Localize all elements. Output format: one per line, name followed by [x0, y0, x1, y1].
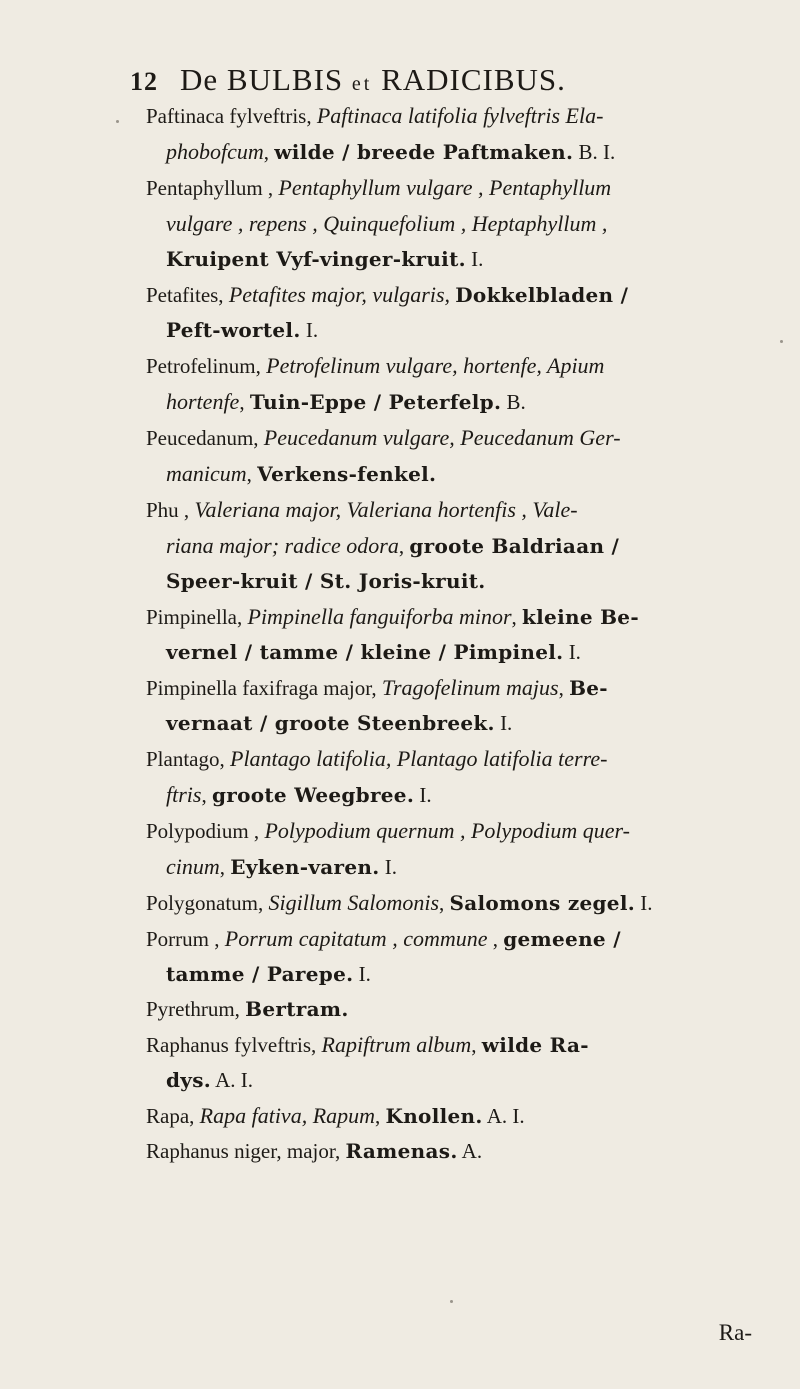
dutch-name: Salomons zegel.	[449, 891, 635, 915]
entry-text: I.	[414, 783, 432, 807]
entry-first-line	[146, 492, 796, 528]
entry-first-line	[146, 670, 796, 706]
latin-name: Tragofelinum majus	[381, 675, 559, 700]
entry-text: A. I.	[482, 1104, 525, 1128]
entry-text: ,	[375, 1104, 386, 1128]
entry-text: Petafites,	[146, 283, 229, 307]
latin-name: hortenfe	[166, 389, 240, 414]
dutch-name: Knollen.	[385, 1104, 483, 1128]
catchword: Ra-	[718, 1320, 752, 1345]
entry-text: ,	[398, 534, 410, 558]
dutch-name: vernaat / groote Steenbreek.	[166, 711, 495, 735]
entry-text: ,	[439, 891, 450, 915]
plant-entry	[146, 277, 796, 348]
plant-entry	[146, 599, 796, 670]
entry-text: ,	[201, 783, 212, 807]
paper-speck	[450, 1300, 453, 1303]
entry-text: B. I.	[573, 140, 616, 164]
entry-text: I.	[494, 711, 513, 735]
latin-name: phobofcum	[166, 139, 264, 164]
entry-text: ,	[487, 927, 504, 951]
plant-entry	[146, 348, 796, 420]
entry-text: A. I.	[211, 1068, 254, 1092]
entry-text: Pyrethrum,	[146, 997, 246, 1021]
header-word-de: De	[180, 62, 219, 97]
latin-name: Valeriana major, Valeriana hortenfis , Vale-	[194, 497, 578, 522]
dutch-name: wilde Ra-	[481, 1033, 589, 1057]
entry-text: Rapa,	[146, 1104, 200, 1128]
entry-text: ,	[471, 1033, 482, 1057]
plant-entry	[146, 741, 796, 813]
entry-continuation-line	[146, 564, 796, 599]
entry-text: I.	[465, 247, 484, 271]
latin-name: ftris	[166, 782, 202, 807]
entry-text: I.	[563, 640, 581, 664]
plant-entry	[146, 1098, 796, 1134]
plant-entry	[146, 921, 796, 992]
entry-continuation-line	[146, 134, 796, 170]
dutch-name: tamme / Parepe.	[166, 962, 354, 986]
header-word-radicibus: RADICIBUS.	[381, 62, 566, 97]
entry-text: Polygonatum,	[146, 891, 269, 915]
entry-text: A.	[457, 1139, 483, 1163]
plant-entry	[146, 1027, 796, 1098]
entry-text: B.	[501, 390, 526, 414]
entry-text: Porrum ,	[146, 927, 225, 951]
entry-text: I.	[353, 962, 371, 986]
entry-text: Raphanus fylveftris,	[146, 1033, 322, 1057]
latin-name: manicum	[166, 461, 247, 486]
entry-continuation-line	[146, 635, 796, 670]
entry-text: Peucedanum,	[146, 426, 264, 450]
plant-entry	[146, 170, 796, 277]
entry-text: Raphanus niger, major,	[146, 1139, 346, 1163]
latin-name: Pentaphyllum vulgare , Pentaphyllum	[278, 175, 612, 200]
entry-continuation-line	[146, 242, 796, 277]
entry-continuation-line	[146, 957, 796, 992]
entry-continuation-line	[146, 706, 796, 741]
dutch-name: gemeene /	[503, 927, 621, 951]
entry-text: Polypodium ,	[146, 819, 265, 843]
entry-text: I.	[379, 855, 398, 879]
dutch-name: groote Baldriaan /	[409, 534, 620, 558]
plant-entry-list	[146, 98, 796, 1169]
entry-continuation-line	[146, 313, 796, 348]
paper-speck	[780, 340, 783, 343]
latin-name: Sigillum Salomonis	[268, 890, 440, 915]
entry-text: Paftinaca fylveftris,	[146, 104, 317, 128]
plant-entry	[146, 992, 796, 1027]
plant-entry	[146, 885, 796, 921]
dutch-name: Be-	[569, 676, 608, 700]
dutch-name: Peft-wortel.	[166, 318, 301, 342]
latin-name: Rapiftrum album	[321, 1032, 472, 1057]
entry-continuation-line	[146, 456, 796, 492]
entry-text: ,	[219, 855, 231, 879]
dutch-name: dys.	[166, 1068, 212, 1092]
dutch-name: Speer-kruit / St. Joris-kruit.	[166, 569, 486, 593]
plant-entry	[146, 670, 796, 741]
entry-first-line	[146, 1027, 796, 1063]
latin-name: Rapa fativa, Rapum	[199, 1103, 376, 1128]
entry-continuation-line	[146, 528, 796, 564]
header-word-et: et	[351, 73, 373, 95]
entry-first-line	[146, 420, 796, 456]
plant-entry	[146, 813, 796, 885]
entry-text: Petrofelinum,	[146, 354, 267, 378]
entry-first-line	[146, 885, 796, 921]
latin-name: Peucedanum vulgare, Peucedanum Ger-	[263, 425, 621, 450]
entry-text: ,	[239, 390, 250, 414]
entry-text: Phu ,	[146, 498, 195, 522]
latin-name: Polypodium quernum , Polypodium quer-	[264, 818, 630, 843]
plant-entry	[146, 492, 796, 599]
plant-entry	[146, 1134, 796, 1169]
entry-continuation-line	[146, 777, 796, 813]
entry-first-line	[146, 170, 796, 206]
dutch-name: kleine Be-	[522, 605, 639, 629]
dutch-name: vernel / tamme / kleine / Pimpinel.	[166, 640, 564, 664]
dutch-name: Verkens-fenkel.	[257, 462, 437, 486]
page-number: 12	[130, 67, 158, 96]
entry-continuation-line	[146, 206, 796, 242]
entry-text: I.	[635, 891, 653, 915]
running-header	[130, 62, 730, 98]
entry-continuation-line	[146, 384, 796, 420]
paper-speck	[116, 120, 119, 123]
entry-first-line	[146, 813, 796, 849]
entry-first-line	[146, 992, 796, 1027]
dutch-name: Bertram.	[245, 997, 349, 1021]
dutch-name: Eyken-varen.	[230, 855, 380, 879]
entry-text: Pimpinella faxifraga major,	[146, 676, 382, 700]
dutch-name: groote Weegbree.	[211, 783, 415, 807]
latin-name: vulgare , repens , Quinquefolium , Heptaphyllum ,	[166, 211, 608, 236]
entry-first-line	[146, 599, 796, 635]
entry-text: ,	[246, 462, 258, 486]
entry-continuation-line	[146, 849, 796, 885]
dutch-name: Dokkelbladen /	[455, 283, 629, 307]
entry-first-line	[146, 921, 796, 957]
entry-first-line	[146, 1134, 796, 1169]
entry-text: I.	[300, 318, 319, 342]
entry-first-line	[146, 741, 796, 777]
dutch-name: Kruipent Vyf-vinger-kruit.	[166, 247, 466, 271]
latin-name: Porrum capitatum , commune	[224, 926, 488, 951]
latin-name: Paftinaca latifolia fylveftris Ela-	[316, 103, 604, 128]
entry-first-line	[146, 348, 796, 384]
latin-name: cinum	[166, 854, 220, 879]
entry-text: ,	[511, 605, 522, 629]
entry-text: Pimpinella,	[146, 605, 248, 629]
latin-name: Petafites major, vulgaris,	[228, 282, 451, 307]
entry-first-line	[146, 1098, 796, 1134]
entry-text: ,	[558, 676, 570, 700]
latin-name: Petrofelinum vulgare, hortenfe, Apium	[266, 353, 605, 378]
plant-entry	[146, 420, 796, 492]
entry-text: Plantago,	[146, 747, 230, 771]
entry-first-line	[146, 98, 796, 134]
latin-name: riana major; radice odora	[166, 533, 399, 558]
latin-name: Plantago latifolia, Plantago latifolia terre-	[230, 746, 608, 771]
dutch-name: Tuin-Eppe / Peterfelp.	[249, 390, 502, 414]
latin-name: Pimpinella fanguiforba minor	[247, 604, 512, 629]
header-word-bulbis: BULBIS	[226, 62, 344, 97]
entry-continuation-line	[146, 1063, 796, 1098]
plant-entry	[146, 98, 796, 170]
entry-first-line	[146, 277, 796, 313]
dutch-name: wilde / breede Paftmaken.	[274, 140, 574, 164]
dutch-name: Ramenas.	[345, 1139, 458, 1163]
entry-text: ,	[263, 140, 275, 164]
entry-text: Pentaphyllum ,	[146, 176, 279, 200]
